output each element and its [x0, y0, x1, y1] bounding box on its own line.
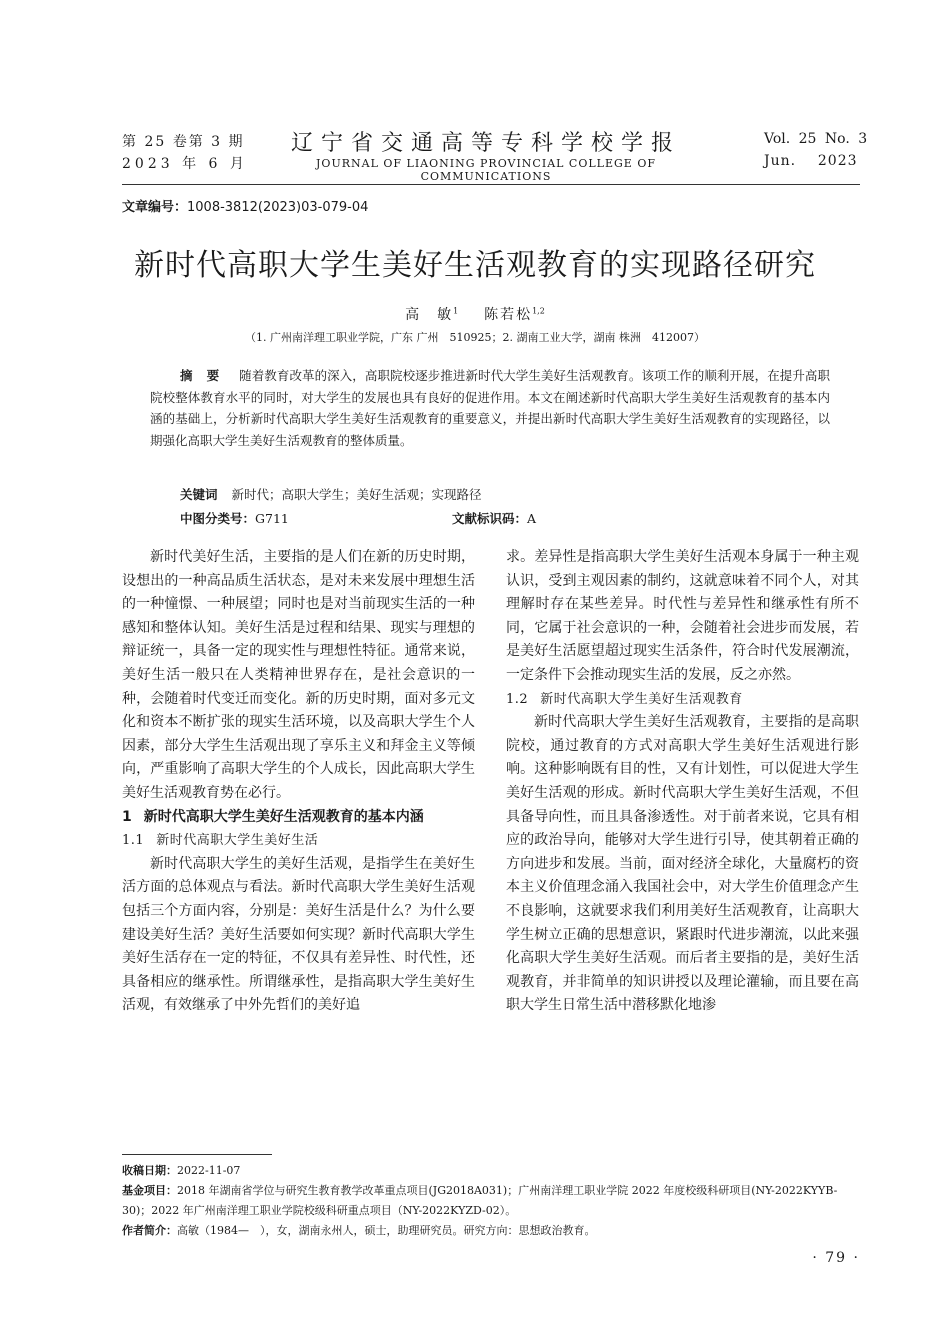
body-column-right	[506, 546, 859, 1018]
section-number: 1	[122, 808, 132, 825]
doc-code-label: 文献标识码：	[452, 511, 528, 526]
footnote-divider	[122, 1154, 272, 1155]
subsection-heading-1-1	[122, 829, 475, 853]
abstract	[150, 365, 830, 451]
article-number-label: 文章编号：	[122, 200, 188, 215]
body-column-left	[122, 546, 475, 1018]
section-title: 新时代高职大学生美好生活观教育的基本内涵	[143, 808, 424, 825]
received-date	[122, 1161, 860, 1181]
journal-title-en: JOURNAL OF LIAONING PROVINCIAL COLLEGE OF COMMUNICATIONS	[316, 157, 656, 183]
author-affil-mark: 1	[453, 306, 459, 316]
clc-number	[180, 509, 289, 527]
subsection-number: 1.1	[122, 833, 145, 849]
subsection-title: 新时代高职大学生美好生活观教育	[540, 691, 743, 707]
author-bio	[122, 1221, 860, 1241]
author-name: 高 敏	[405, 307, 454, 323]
body-paragraph: 新时代高职大学生美好生活观教育，主要指的是高职院校，通过教育的方式对高职大学生美好生活观进行影响。这种影响既有目的性，又有计划性，可以促进大学生美好生活观的形成。新时代高职大学生美好生活观，不但具备导向性，而且具备渗透性。对于前者来说，它具有相应的政治导向，能够对大学生进行引导，使其朝着正确的方向进步和发展。当前，面对经济全球化，大量腐朽的资本主义价值理念涌入我国社会中，对大学生价值理念产生不良影响，这就要求我们利用美好生活观教育，让高职大学生树立正确的思想意识，紧跟时代进步潮流，以此来强化高职大学生美好生活观。而后者主要指的是，美好生活观教育，并非简单的知识讲授以及理论灌输，而且要在高职大学生日常生活中潜移默化地渗	[506, 714, 859, 1014]
paper-title: 新时代高职大学生美好生活观教育的实现路径研究	[134, 248, 816, 283]
author-line	[60, 304, 890, 324]
header-divider	[122, 184, 860, 185]
subsection-heading-1-2	[506, 688, 859, 712]
header-volume-issue-cn: 第 25 卷第 3 期	[122, 134, 245, 150]
keywords-label: 关键词	[180, 487, 218, 502]
footnotes	[122, 1161, 860, 1241]
document-code	[452, 509, 536, 527]
journal-title-cn: 辽宁省交通高等专科学校学报	[290, 131, 681, 156]
fund-info	[122, 1181, 860, 1221]
author-bio-value: 高敏（1984— ），女，湖南永州人，硕士，助理研究员。研究方向：思想政治教育。	[177, 1224, 596, 1237]
doc-code-value: A	[527, 511, 537, 526]
subsection-number: 1.2	[506, 691, 529, 707]
keywords-value: 新时代；高职大学生；美好生活观；实现路径	[231, 487, 482, 502]
fund-value: 2018 年湖南省学位与研究生教育教学改革重点项目(JG2018A031)；广州南洋理工职业学院 2022 年度校级科研项目(NY-2022KYYB-30)；2022 年广州南洋理工职业学院校级科研重点项目（NY-2022KYZD-02）。	[122, 1184, 838, 1217]
author-affil-mark: 1,2	[532, 306, 545, 316]
article-number-value: 1008-3812(2023)03-079-04	[187, 200, 369, 215]
clc-value: G711	[255, 511, 289, 526]
clc-label: 中图分类号：	[180, 511, 256, 526]
body-paragraph: 求。差异性是指高职大学生美好生活观本身属于一种主观认识，受到主观因素的制约，这就意味着不同个人，对其理解时存在某些差异。时代性与差异性和继承性有所不同，它属于社会意识的一种，会随着社会进步而发展，若是美好生活愿望超过现实生活条件，符合时代发展潮流，一定条件下会推动现实生活的发展，反之亦然。	[506, 549, 859, 683]
header-date-en: Jun. 2023	[764, 153, 858, 169]
received-label: 收稿日期：	[122, 1164, 177, 1177]
abstract-label: 摘要	[180, 368, 234, 383]
author-name: 陈若松	[484, 307, 533, 323]
header-date-cn: 2023 年 6 月	[122, 156, 248, 172]
subsection-title: 新时代高职大学生美好生活	[156, 833, 319, 849]
received-value: 2022-11-07	[177, 1164, 241, 1177]
section-heading-1	[122, 806, 475, 830]
abstract-text: 随着教育改革的深入，高职院校逐步推进新时代大学生美好生活观教育。该项工作的顺利开展，在提升高职院校整体教育水平的同时，对大学生的发展也具有良好的促进作用。本文在阐述新时代高职大学生美好生活观教育的基本内涵的基础上，分析新时代高职大学生美好生活观教育的重要意义，并提出新时代高职大学生美好生活观教育的实现路径，以期强化高职大学生美好生活观教育的整体质量。	[150, 368, 830, 448]
header-volume-issue-en: Vol. 25 No. 3	[764, 131, 868, 147]
article-number	[122, 196, 368, 215]
author-bio-label: 作者简介：	[122, 1224, 177, 1237]
affiliations: （1. 广州南洋理工职业学院，广东 广州 510925；2. 湖南工业大学，湖南 株洲 412007）	[245, 331, 705, 344]
fund-label: 基金项目：	[122, 1184, 177, 1197]
page-number: · 79 ·	[812, 1250, 860, 1266]
body-paragraph: 新时代高职大学生的美好生活观，是指学生在美好生活方面的总体观点与看法。新时代高职大学生美好生活观包括三个方面内容，分别是：美好生活是什么？为什么要建设美好生活？美好生活要如何实现？新时代高职大学生美好生活存在一定的特征，不仅具有差异性、时代性，还具备相应的继承性。所谓继承性，是指高职大学生美好生活观，有效继承了中外先哲们的美好追	[122, 855, 475, 1014]
keywords	[180, 485, 482, 503]
body-paragraph: 新时代美好生活，主要指的是人们在新的历史时期，设想出的一种高品质生活状态，是对未来发展中理想生活的一种憧憬、一种展望；同时也是对当前现实生活的一种感知和整体认知。美好生活是过程和结果、现实与理想的辩证统一，具备一定的现实性与理想性特征。通常来说，美好生活一般只在人类精神世界存在，是社会意识的一种，会随着时代变迁而变化。新的历史时期，面对多元文化和资本不断扩张的现实生活环境，以及高职大学生个人因素，部分大学生生活观出现了享乐主义和拜金主义等倾向，严重影响了高职大学生的个人成长，因此高职大学生美好生活观教育势在必行。	[122, 549, 475, 801]
